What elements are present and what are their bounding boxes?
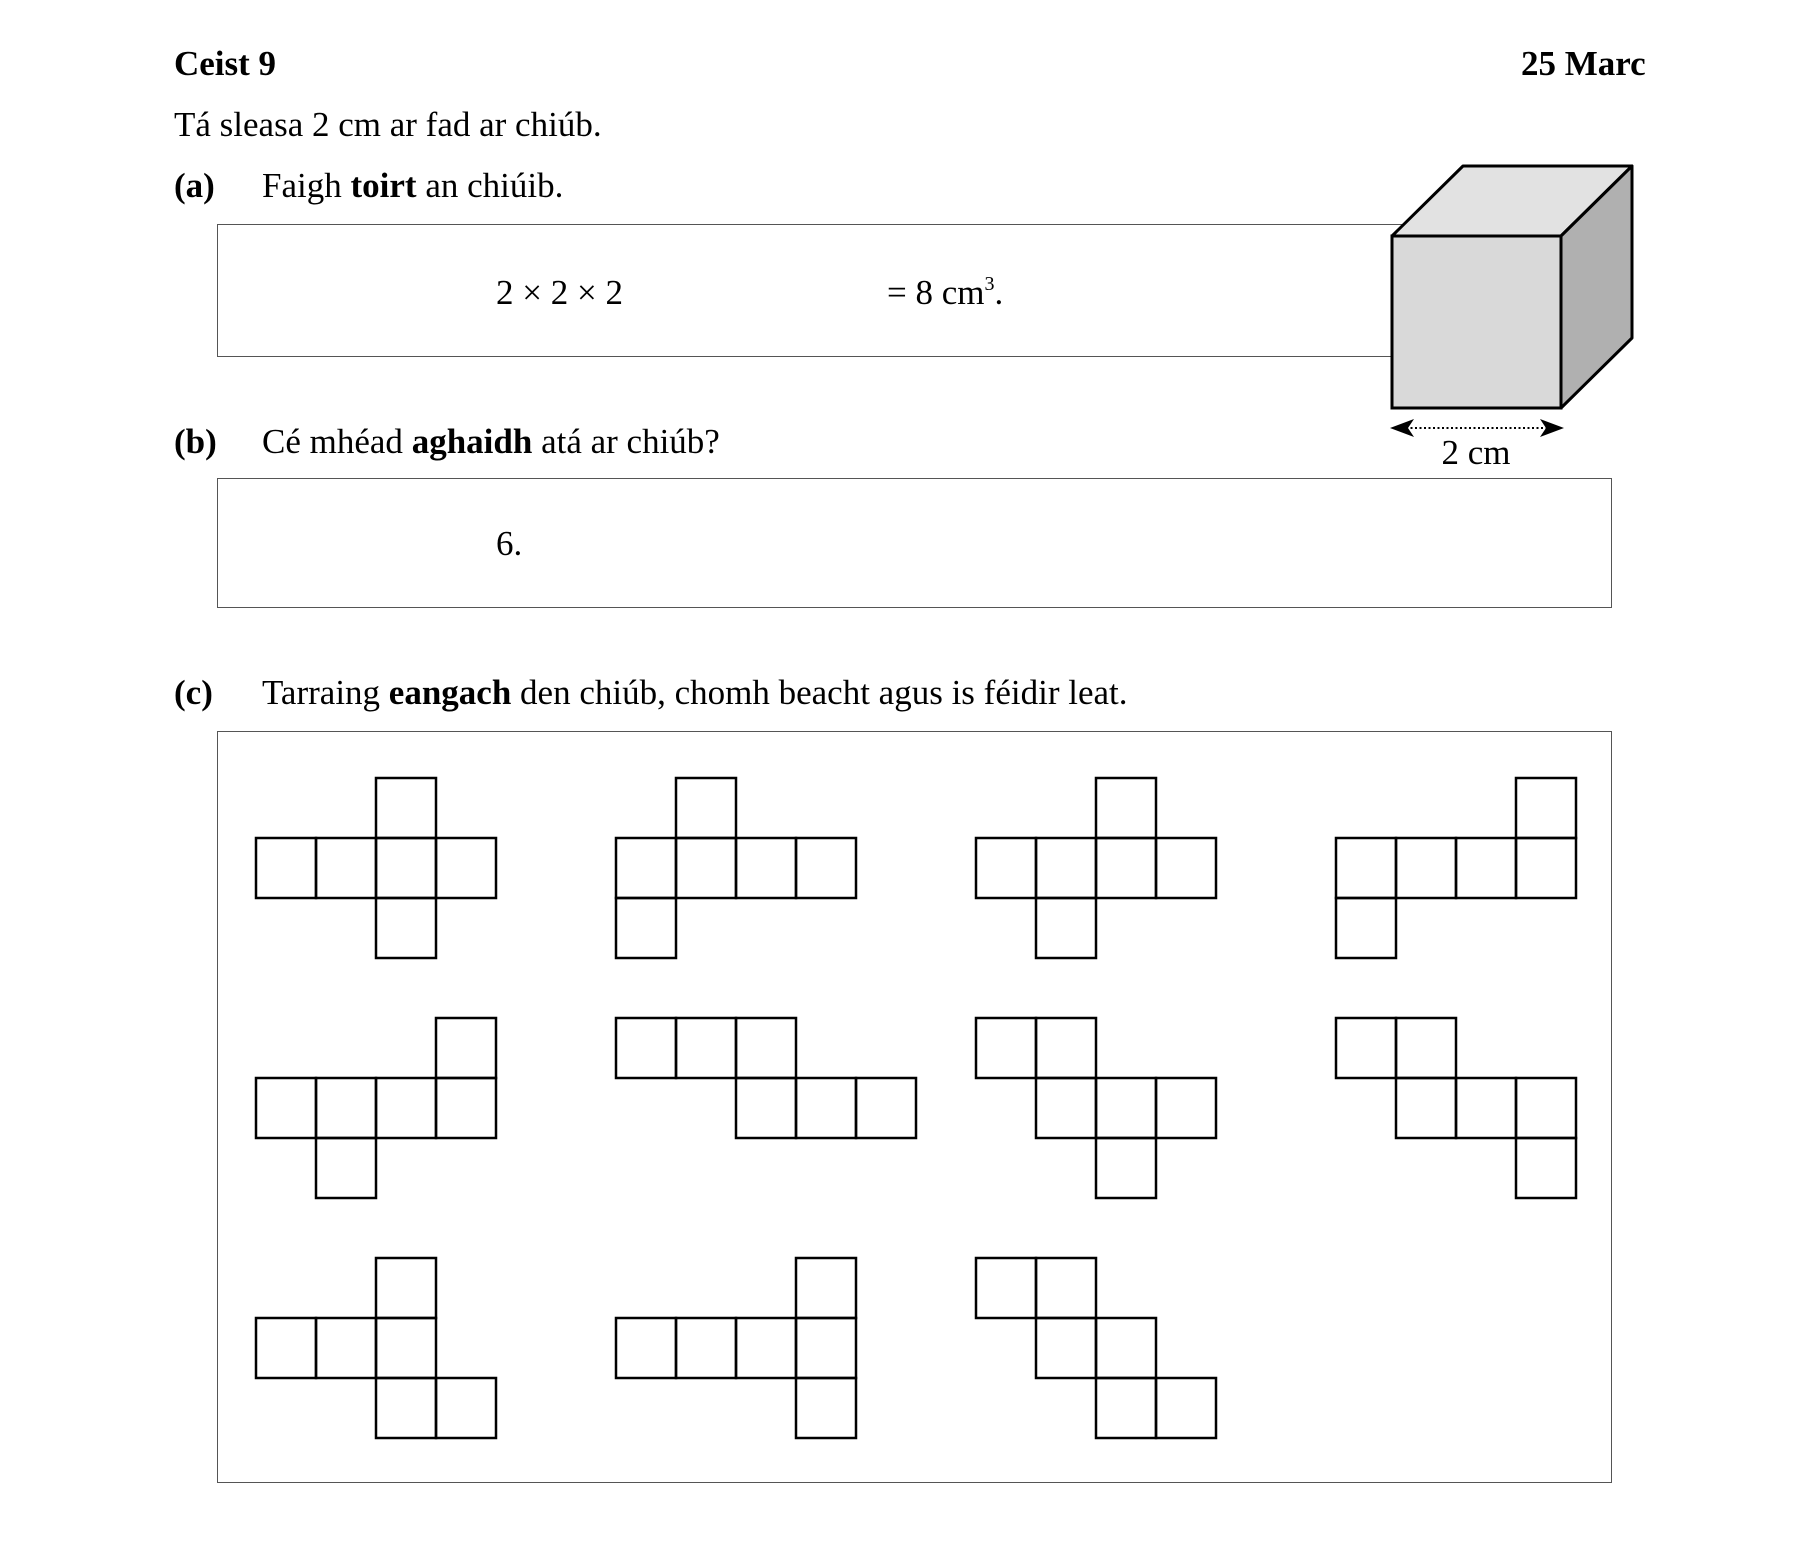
net-square bbox=[976, 1258, 1036, 1318]
part-b-prompt bbox=[262, 422, 720, 462]
net-square bbox=[616, 1318, 676, 1378]
net-square bbox=[1336, 898, 1396, 958]
part-a-label: (a) bbox=[174, 166, 215, 205]
net-square bbox=[1396, 838, 1456, 898]
net-square bbox=[436, 1378, 496, 1438]
net-square bbox=[676, 778, 736, 838]
net-square bbox=[1516, 1138, 1576, 1198]
dimension-arrowhead-right bbox=[1540, 419, 1564, 437]
part-b-label: (b) bbox=[174, 422, 217, 461]
net-square bbox=[796, 838, 856, 898]
part-b-answer: 6. bbox=[496, 524, 523, 563]
net-square bbox=[676, 1318, 736, 1378]
net-square bbox=[1456, 1078, 1516, 1138]
net-6 bbox=[616, 1018, 916, 1138]
net-square bbox=[1096, 838, 1156, 898]
net-square bbox=[376, 1258, 436, 1318]
net-square bbox=[1396, 1018, 1456, 1078]
net-square bbox=[976, 1018, 1036, 1078]
part-b-prompt-post: atá ar chiúb? bbox=[532, 422, 720, 461]
net-square bbox=[1036, 1078, 1096, 1138]
net-square bbox=[316, 1138, 376, 1198]
net-square bbox=[616, 1018, 676, 1078]
part-a-working: 2 × 2 × 2 bbox=[496, 273, 623, 312]
net-square bbox=[1156, 1378, 1216, 1438]
net-square bbox=[376, 1078, 436, 1138]
part-c-answer-box[interactable] bbox=[217, 731, 1612, 1483]
net-square bbox=[1096, 1318, 1156, 1378]
net-10 bbox=[616, 1258, 856, 1438]
part-a-result-value: = 8 cm bbox=[887, 273, 985, 312]
part-c-prompt bbox=[262, 673, 1128, 713]
net-square bbox=[796, 1258, 856, 1318]
net-square bbox=[796, 1378, 856, 1438]
part-a-keyword: toirt bbox=[350, 166, 417, 205]
net-square bbox=[736, 1318, 796, 1378]
net-square bbox=[1336, 1018, 1396, 1078]
net-square bbox=[1096, 1378, 1156, 1438]
net-square bbox=[256, 838, 316, 898]
net-square bbox=[676, 838, 736, 898]
net-square bbox=[316, 838, 376, 898]
net-square bbox=[316, 1078, 376, 1138]
net-square bbox=[676, 1018, 736, 1078]
net-square bbox=[1156, 838, 1216, 898]
net-square bbox=[616, 838, 676, 898]
net-9 bbox=[256, 1258, 496, 1438]
net-7 bbox=[976, 1018, 1216, 1198]
net-square bbox=[736, 1078, 796, 1138]
cube-dimension-label: 2 cm bbox=[1441, 433, 1511, 472]
part-a-result bbox=[887, 273, 1003, 313]
net-2 bbox=[616, 778, 856, 958]
part-c-keyword: eangach bbox=[388, 673, 512, 712]
intro-text: Tá sleasa 2 cm ar fad ar chiúb. bbox=[174, 105, 602, 144]
part-a-result-end: . bbox=[994, 273, 1004, 312]
net-square bbox=[376, 898, 436, 958]
net-square bbox=[1096, 778, 1156, 838]
net-square bbox=[1456, 838, 1516, 898]
net-square bbox=[376, 778, 436, 838]
part-b-answer-box[interactable] bbox=[217, 478, 1612, 608]
net-square bbox=[376, 1318, 436, 1378]
net-square bbox=[376, 1378, 436, 1438]
net-square bbox=[376, 838, 436, 898]
net-square bbox=[1036, 898, 1096, 958]
net-square bbox=[1036, 1018, 1096, 1078]
part-b-keyword: aghaidh bbox=[411, 422, 533, 461]
net-square bbox=[736, 838, 796, 898]
net-square bbox=[436, 838, 496, 898]
cube-diagram bbox=[1380, 160, 1650, 478]
net-1 bbox=[256, 778, 496, 958]
net-5 bbox=[256, 1018, 496, 1198]
net-square bbox=[796, 1078, 856, 1138]
net-square bbox=[1156, 1078, 1216, 1138]
net-square bbox=[1516, 778, 1576, 838]
question-number: Ceist 9 bbox=[174, 44, 277, 83]
net-square bbox=[1096, 1078, 1156, 1138]
dimension-arrowhead-left bbox=[1390, 419, 1414, 437]
net-4 bbox=[1336, 778, 1576, 958]
net-square bbox=[976, 838, 1036, 898]
net-square bbox=[436, 1078, 496, 1138]
net-square bbox=[1096, 1138, 1156, 1198]
part-c-prompt-post: den chiúb, chomh beacht agus is féidir leat. bbox=[511, 673, 1128, 712]
net-11 bbox=[976, 1258, 1216, 1438]
net-square bbox=[1036, 1318, 1096, 1378]
net-square bbox=[436, 1018, 496, 1078]
net-square bbox=[616, 898, 676, 958]
net-square bbox=[256, 1078, 316, 1138]
net-square bbox=[316, 1318, 376, 1378]
net-3 bbox=[976, 778, 1216, 958]
part-b-prompt-pre: Cé mhéad bbox=[262, 422, 412, 461]
part-a-prompt-pre: Faigh bbox=[262, 166, 351, 205]
net-8 bbox=[1336, 1018, 1576, 1198]
cube-front-face bbox=[1392, 236, 1561, 408]
net-square bbox=[256, 1318, 316, 1378]
net-square bbox=[856, 1078, 916, 1138]
net-square bbox=[1516, 1078, 1576, 1138]
part-a-prompt bbox=[262, 166, 563, 206]
net-square bbox=[1516, 838, 1576, 898]
part-c-prompt-pre: Tarraing bbox=[262, 673, 389, 712]
cube-nets-drawing bbox=[218, 732, 1610, 1481]
net-square bbox=[1036, 1258, 1096, 1318]
net-square bbox=[796, 1318, 856, 1378]
marks-label: 25 Marc bbox=[1521, 44, 1646, 83]
net-square bbox=[1036, 838, 1096, 898]
part-a-prompt-post: an chiúib. bbox=[416, 166, 564, 205]
net-square bbox=[736, 1018, 796, 1078]
part-c-label: (c) bbox=[174, 673, 213, 712]
net-square bbox=[1336, 838, 1396, 898]
part-a-result-exponent: 3 bbox=[984, 273, 995, 295]
net-square bbox=[1396, 1078, 1456, 1138]
